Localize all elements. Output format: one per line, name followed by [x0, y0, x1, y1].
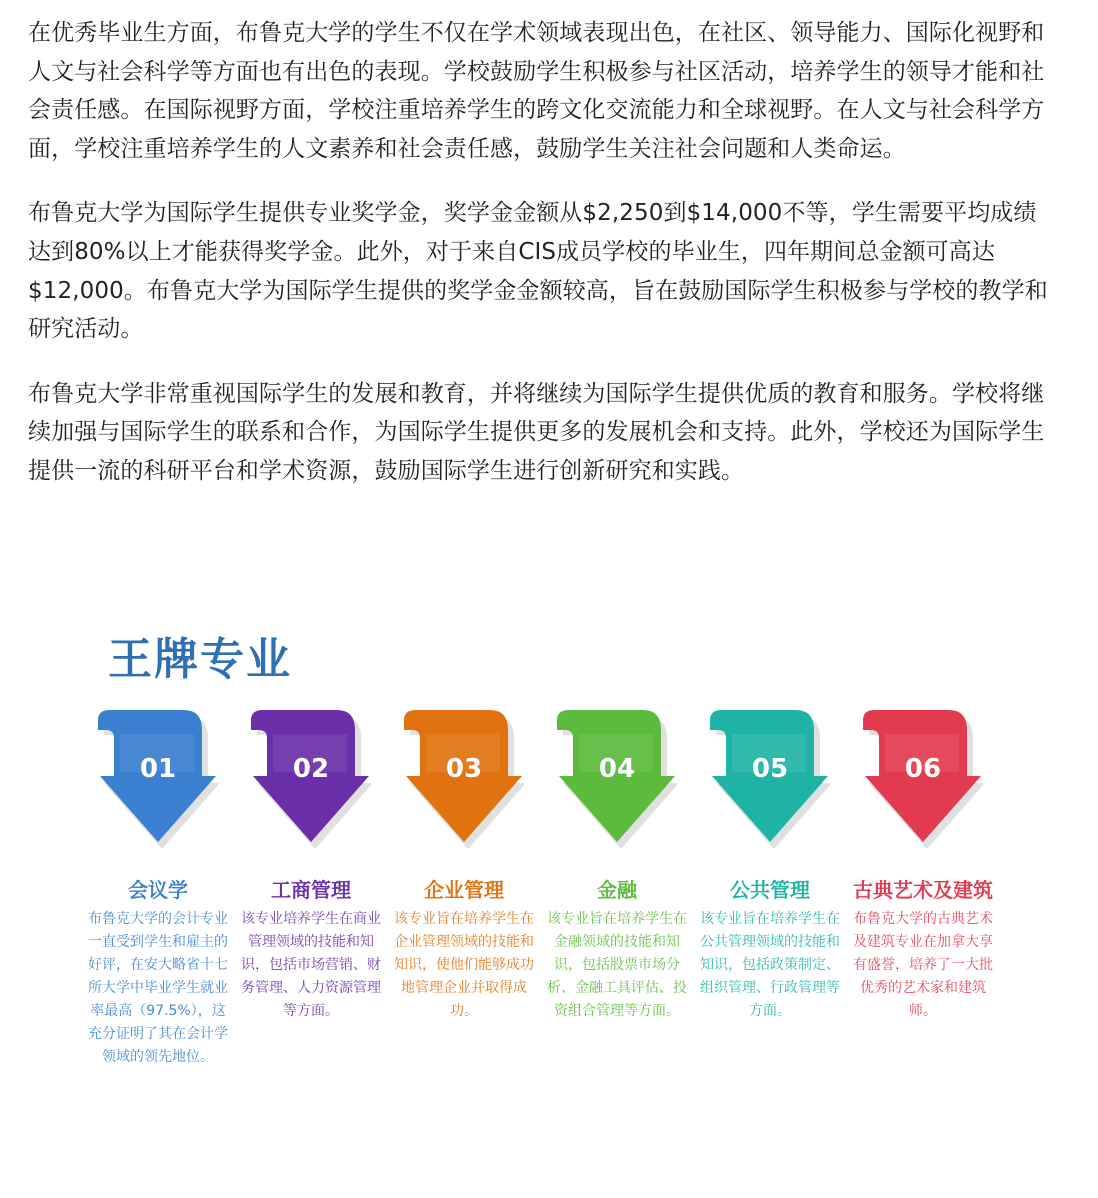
major-number: 05 [751, 754, 789, 784]
major-card [231, 710, 391, 1080]
major-number: 03 [445, 754, 483, 784]
infographic-title: 王牌专业 [108, 634, 292, 685]
article-body [28, 14, 1048, 517]
major-card [537, 710, 697, 1080]
major-name: 金融 [597, 878, 637, 902]
major-description: 布鲁克大学的古典艺术及建筑专业在加拿大享有盛誉，培养了一大批优秀的艺术家和建筑师。 [853, 911, 993, 1019]
major-name: 古典艺术及建筑 [853, 878, 993, 902]
major-card [843, 710, 1003, 1080]
major-number: 04 [598, 754, 636, 784]
major-name: 企业管理 [424, 878, 504, 902]
major-description: 该专业旨在培养学生在公共管理领域的技能和知识，包括政策制定、组织管理、行政管理等方面。 [700, 911, 840, 1019]
major-name: 公共管理 [730, 878, 810, 902]
major-description: 布鲁克大学的会计专业一直受到学生和雇主的好评，在安大略省十七所大学中毕业学生就业率最高（97.5%），这充分证明了其在会计学领域的领先地位。 [88, 911, 228, 1065]
major-number: 01 [139, 754, 177, 784]
major-name: 会议学 [128, 878, 188, 902]
major-card [384, 710, 544, 1080]
major-card [690, 710, 850, 1080]
major-name: 工商管理 [271, 878, 351, 902]
majors-card-row [70, 710, 1030, 1090]
paragraph-graduates: 在优秀毕业生方面，布鲁克大学的学生不仅在学术领域表现出色，在社区、领导能力、国际化视野和人文与社会科学等方面也有出色的表现。学校鼓励学生积极参与社区活动，培养学生的领导才能和社会责任感。在国际视野方面，学校注重培养学生的跨文化交流能力和全球视野。在人文与社会科学方面，学校注重培养学生的人文素养和社会责任感，鼓励学生关注社会问题和人类命运。 [28, 20, 1045, 162]
major-description: 该专业培养学生在商业管理领域的技能和知识，包括市场营销、财务管理、人力资源管理等方面。 [241, 911, 381, 1019]
major-number: 02 [292, 754, 330, 784]
major-description: 该专业旨在培养学生在金融领域的技能和知识，包括股票市场分析、金融工具评估、投资组合管理等方面。 [547, 911, 687, 1019]
paragraph-international: 布鲁克大学非常重视国际学生的发展和教育，并将继续为国际学生提供优质的教育和服务。学校将继续加强与国际学生的联系和合作，为国际学生提供更多的发展机会和支持。此外，学校还为国际学生提供一流的科研平台和学术资源，鼓励国际学生进行创新研究和实践。 [28, 380, 1045, 484]
major-description: 该专业旨在培养学生在企业管理领域的技能和知识，使他们能够成功地管理企业并取得成功。 [394, 911, 534, 1019]
major-card [78, 710, 238, 1080]
flagship-majors-infographic [70, 605, 1030, 1125]
major-number: 06 [904, 754, 942, 784]
paragraph-scholarship: 布鲁克大学为国际学生提供专业奖学金，奖学金金额从$2,250到$14,000不等，学生需要平均成绩达到80%以上才能获得奖学金。此外，对于来自CIS成员学校的毕业生，四年期间总金额可高达$12,000。布鲁克大学为国际学生提供的奖学金金额较高，旨在鼓励国际学生积极参与学校的教学和研究活动。 [28, 200, 1048, 343]
